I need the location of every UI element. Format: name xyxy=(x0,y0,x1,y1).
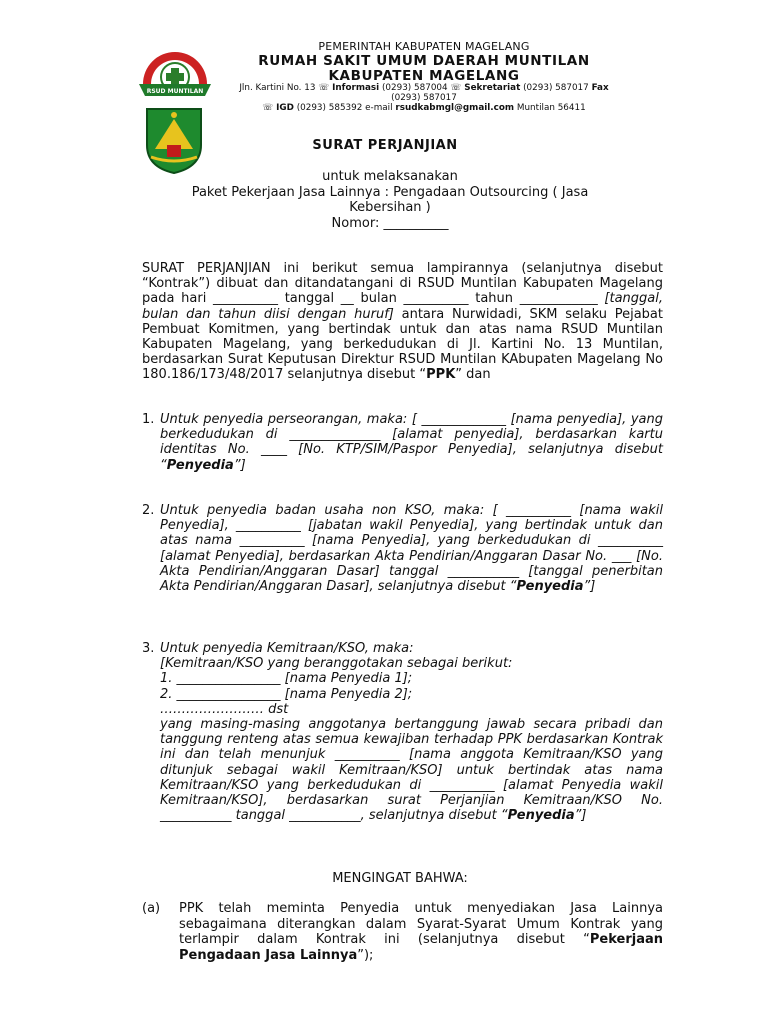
hospital-logo xyxy=(135,44,215,114)
city-postcode: Muntilan 56411 xyxy=(516,103,586,113)
intro-paragraph xyxy=(142,261,663,383)
point-a xyxy=(142,901,663,963)
point-body: PPK telah meminta Penyedia untuk menyediakan Jasa Lainnya sebagaimana diterangkan dalam Syarat-Syarat Umum Kontrak yang terlampir dalam Kontrak ini (selanjutnya disebut “ xyxy=(179,901,663,947)
list-item-company xyxy=(142,503,663,594)
info-label: Informasi xyxy=(332,83,380,93)
document-title: SURAT PERJANJIAN xyxy=(312,138,458,153)
item-line: …………………… dst xyxy=(160,701,289,717)
point-body: ”); xyxy=(357,947,374,963)
item-text: Untuk penyedia perseorangan, maka: [ _____________ [nama penyedia], yang berkedudukan di ______________ [alamat penyedia], berdasarkan kartu identitas No. ____ [No. KTP/SIM/Paspor Penyedia], selanjutnya disebut “ xyxy=(160,412,663,473)
item-text: yang masing-masing anggotanya bertanggung jawab secara pribadi dan tanggung renteng atas semua kewajiban terhadap PPK berdasarkan Kontrak ini dan telah menunjuk __________ [nama anggota Kemitraan/KSO yang ditunjuk sebagai wakil Kemitraan/KSO] untuk bertindak atas nama Kemitraan/KSO yang berkedudukan di __________ [alamat Penyedia wakil Kemitraan/KSO], berdasarkan surat Perjanjian Kemitraan/KSO No. ___________ tanggal ___________, selanjutnya disebut “ xyxy=(160,717,663,824)
letterhead-hospital-name: RUMAH SAKIT UMUM DAERAH MUNTILAN xyxy=(258,53,590,69)
igd-label: IGD xyxy=(276,103,294,113)
item-text: ”] xyxy=(233,457,246,473)
item-line: 2. ________________ [nama Penyedia 2]; xyxy=(160,686,413,702)
igd-phone: (0293) 585392 xyxy=(296,103,363,113)
item-text: Untuk penyedia badan usaha non KSO, maka: [ __________ [nama wakil Penyedia], __________ [jabatan wakil Penyedia], yang bertindak untuk dan atas nama __________ [nama Penyedia], yang berkedudukan di __________ [alamat Penyedia], berdasarkan Akta Pendirian/Anggaran Dasar No. ___ [No. Akta Pendirian/Anggaran Dasar] tanggal ___________ [tanggal penerbitan Akta Pendirian/Anggaran Dasar], selanjutnya disebut “ xyxy=(160,503,663,595)
fax-label: Fax xyxy=(591,83,609,93)
fax-phone: (0293) 587017 xyxy=(391,93,457,103)
section-heading: MENGINGAT BAHWA: xyxy=(332,871,468,886)
address-text: Jln. Kartini No. 13 xyxy=(239,83,316,93)
intro-text: SURAT PERJANJIAN ini berikut semua lampirannya (selanjutnya disebut “Kontrak”) dibuat dan ditandatangani di RSUD Muntilan Kabupaten Magelang pada hari __________ tanggal __ bulan __________ tahun ____________ xyxy=(142,261,663,307)
letterhead-contact xyxy=(218,83,630,103)
list-text xyxy=(160,503,663,594)
letterhead-regency: KABUPATEN MAGELANG xyxy=(328,68,520,84)
point-text xyxy=(179,901,663,963)
info-phone: (0293) 587004 xyxy=(381,83,448,93)
secretariat-phone: (0293) 587017 xyxy=(523,83,589,93)
item-line: 1. ________________ [nama Penyedia 1]; xyxy=(160,671,413,687)
intro-text: antara Nurwidadi, SKM selaku Pejabat Pembuat Komitmen, yang bertindak untuk dan atas nama RSUD Muntilan Kabupaten Magelang, yang berkedudukan di Jl. Kartini No. 13 Muntilan, berdasarkan Surat Keputusan Direktur RSUD Muntilan KAbupaten Magelang No 180.186/173/48/2017 selanjutnya disebut “ xyxy=(142,306,663,383)
item-line: [Kemitraan/KSO yang beranggotakan sebagai berikut: xyxy=(160,656,513,672)
intro-text: ” dan xyxy=(455,367,491,383)
penyedia-term: Penyedia xyxy=(507,808,575,824)
item-line: Untuk penyedia Kemitraan/KSO, maka: xyxy=(160,641,414,656)
intro-italic: [tanggal, bulan dan tahun diisi dengan huruf] xyxy=(142,291,663,322)
penyedia-term: Penyedia xyxy=(516,579,584,595)
document-subtitle xyxy=(150,169,630,231)
penyedia-term: Penyedia xyxy=(166,457,234,473)
list-number: 3. xyxy=(142,641,155,656)
email-address[interactable]: rsudkabmgl@gmail.com xyxy=(395,103,515,113)
list-item-kso xyxy=(142,641,663,823)
list-text xyxy=(160,412,663,473)
item-text: ”] xyxy=(583,579,596,595)
subtitle-line: untuk melaksanakan xyxy=(322,169,458,184)
phone-icon: ☏ xyxy=(262,103,274,113)
email-label: e-mail xyxy=(365,103,393,113)
contract-number: Nomor: __________ xyxy=(331,215,449,231)
letterhead-government: PEMERINTAH KABUPATEN MAGELANG xyxy=(318,40,530,53)
point-label: (a) xyxy=(142,901,161,916)
subtitle-line: Paket Pekerjaan Jasa Lainnya : Pengadaan Outsourcing ( Jasa xyxy=(191,184,589,200)
item-text: ”] xyxy=(574,808,587,824)
subtitle-line: Kebersihan ) xyxy=(349,200,431,215)
phone-icon: ☏ xyxy=(450,83,462,93)
list-number: 1. xyxy=(142,412,155,427)
work-term: Pekerjaan Pengadaan Jasa Lainnya xyxy=(179,932,663,963)
phone-icon: ☏ xyxy=(318,83,330,93)
list-number: 2. xyxy=(142,503,155,518)
list-text xyxy=(160,641,663,823)
list-item-individual xyxy=(142,412,663,473)
ppk-term: PPK xyxy=(426,367,456,383)
secretariat-label: Sekretariat xyxy=(464,83,521,93)
logo-lettering: RSUD MUNTILAN xyxy=(146,88,204,95)
letterhead-contact-2 xyxy=(218,103,630,113)
